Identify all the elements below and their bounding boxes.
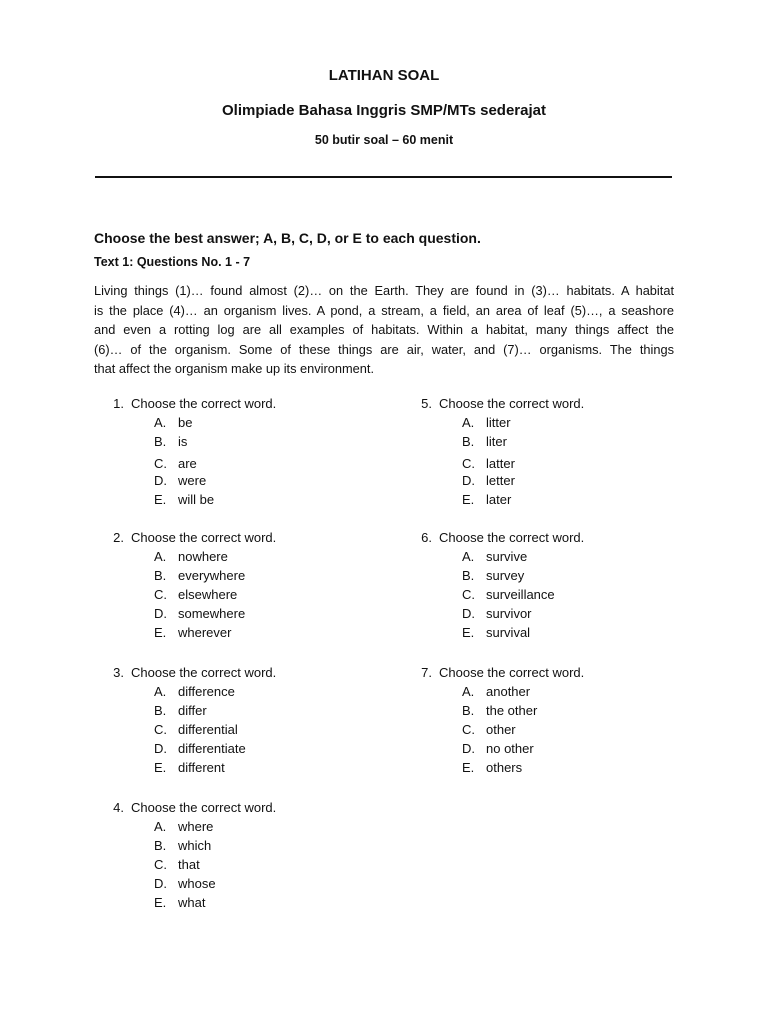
option-text: is xyxy=(178,434,188,449)
option-text: somewhere xyxy=(178,606,246,621)
option-letter: B. xyxy=(154,703,167,718)
passage-line: Living things (1)… found almost (2)… on the Earth. They are found in (3)… habitats. A habitat xyxy=(94,283,674,298)
option-text: liter xyxy=(486,434,507,449)
option-text: nowhere xyxy=(178,549,228,564)
question-text: Choose the correct word. xyxy=(131,665,277,680)
document-meta: 50 butir soal – 60 menit xyxy=(314,133,454,147)
document-subtitle: Olimpiade Bahasa Inggris SMP/MTs sederajat xyxy=(222,102,546,119)
option-letter: A. xyxy=(154,684,167,699)
option-text: differential xyxy=(178,722,238,737)
question-text: Choose the correct word. xyxy=(131,396,277,411)
option-letter: E. xyxy=(154,895,167,910)
option-text: differ xyxy=(178,703,207,718)
option-letter: B. xyxy=(154,434,167,449)
option-letter: D. xyxy=(462,606,475,621)
option-text: survive xyxy=(486,549,528,564)
question-number: 4. xyxy=(113,800,124,815)
question-text: Choose the correct word. xyxy=(439,530,585,545)
option-text: were xyxy=(178,473,207,488)
question-text: Choose the correct word. xyxy=(439,396,585,411)
option-letter: B. xyxy=(154,568,167,583)
question-number: 6. xyxy=(421,530,432,545)
option-text: another xyxy=(486,684,531,699)
option-letter: D. xyxy=(154,741,167,756)
option-text: be xyxy=(178,415,193,430)
option-text: wherever xyxy=(178,625,232,640)
option-text: where xyxy=(178,819,214,834)
option-text: that xyxy=(178,857,200,872)
option-letter: B. xyxy=(154,838,167,853)
option-letter: C. xyxy=(462,587,475,602)
option-text: letter xyxy=(486,473,515,488)
option-letter: B. xyxy=(462,434,475,449)
passage-line: that affect the organism make up its environment. xyxy=(94,361,375,377)
option-text: litter xyxy=(486,415,511,430)
option-letter: C. xyxy=(154,722,167,737)
option-text: latter xyxy=(486,456,515,471)
option-text: survival xyxy=(486,625,531,640)
passage-line: and even a rotting log are all examples of habitats. Within a habitat, many things affect the xyxy=(94,322,674,338)
option-text: others xyxy=(486,760,523,775)
question-number: 7. xyxy=(421,665,432,680)
question-text: Choose the correct word. xyxy=(131,800,277,815)
reading-passage xyxy=(94,281,674,379)
option-text: no other xyxy=(486,741,534,756)
option-letter: E. xyxy=(462,760,475,775)
option-text: which xyxy=(178,838,212,853)
option-letter: E. xyxy=(154,492,167,507)
option-text: everywhere xyxy=(178,568,246,583)
option-letter: E. xyxy=(462,492,475,507)
question-number: 1. xyxy=(113,396,124,411)
option-text: survivor xyxy=(486,606,532,621)
option-text: the other xyxy=(486,703,538,718)
question-number: 2. xyxy=(113,530,124,545)
option-letter: C. xyxy=(154,857,167,872)
option-letter: C. xyxy=(462,722,475,737)
option-letter: A. xyxy=(154,819,167,834)
passage-line: is the place (4)… an organism lives. A pond, a stream, a field, an area of leaf (5)…, a seashore xyxy=(94,302,674,318)
option-letter: A. xyxy=(462,415,475,430)
question-number: 5. xyxy=(421,396,432,411)
option-text: elsewhere xyxy=(178,587,238,602)
option-text: what xyxy=(178,895,206,910)
question-number: 3. xyxy=(113,665,124,680)
text-heading: Text 1: Questions No. 1 - 7 xyxy=(94,255,251,269)
question-text: Choose the correct word. xyxy=(131,530,277,545)
option-text: will be xyxy=(178,492,215,507)
option-letter: A. xyxy=(154,549,167,564)
option-text: difference xyxy=(178,684,235,699)
option-letter: D. xyxy=(462,741,475,756)
option-letter: B. xyxy=(462,703,475,718)
option-text: differentiate xyxy=(178,741,246,756)
option-letter: A. xyxy=(154,415,167,430)
option-letter: D. xyxy=(154,473,167,488)
option-letter: B. xyxy=(462,568,475,583)
option-letter: D. xyxy=(154,606,167,621)
question-text: Choose the correct word. xyxy=(439,665,585,680)
option-letter: E. xyxy=(154,760,167,775)
option-text: survey xyxy=(486,568,525,583)
option-text: whose xyxy=(178,876,216,891)
instruction-text: Choose the best answer; A, B, C, D, or E to each question. xyxy=(94,230,481,246)
option-letter: C. xyxy=(462,456,475,471)
option-letter: E. xyxy=(154,625,167,640)
option-letter: A. xyxy=(462,684,475,699)
option-text: later xyxy=(486,492,512,507)
option-text: other xyxy=(486,722,516,737)
option-letter: A. xyxy=(462,549,475,564)
option-letter: D. xyxy=(462,473,475,488)
passage-line: (6)… of the organism. Some of these things are air, water, and (7)… organisms. The things xyxy=(94,341,674,357)
document-title: LATIHAN SOAL xyxy=(328,67,440,84)
option-text: surveillance xyxy=(486,587,555,602)
option-letter: D. xyxy=(154,876,167,891)
option-text: are xyxy=(178,456,197,471)
option-letter: C. xyxy=(154,456,167,471)
option-letter: C. xyxy=(154,587,167,602)
option-letter: E. xyxy=(462,625,475,640)
header-divider xyxy=(95,176,672,178)
option-text: different xyxy=(178,760,225,775)
